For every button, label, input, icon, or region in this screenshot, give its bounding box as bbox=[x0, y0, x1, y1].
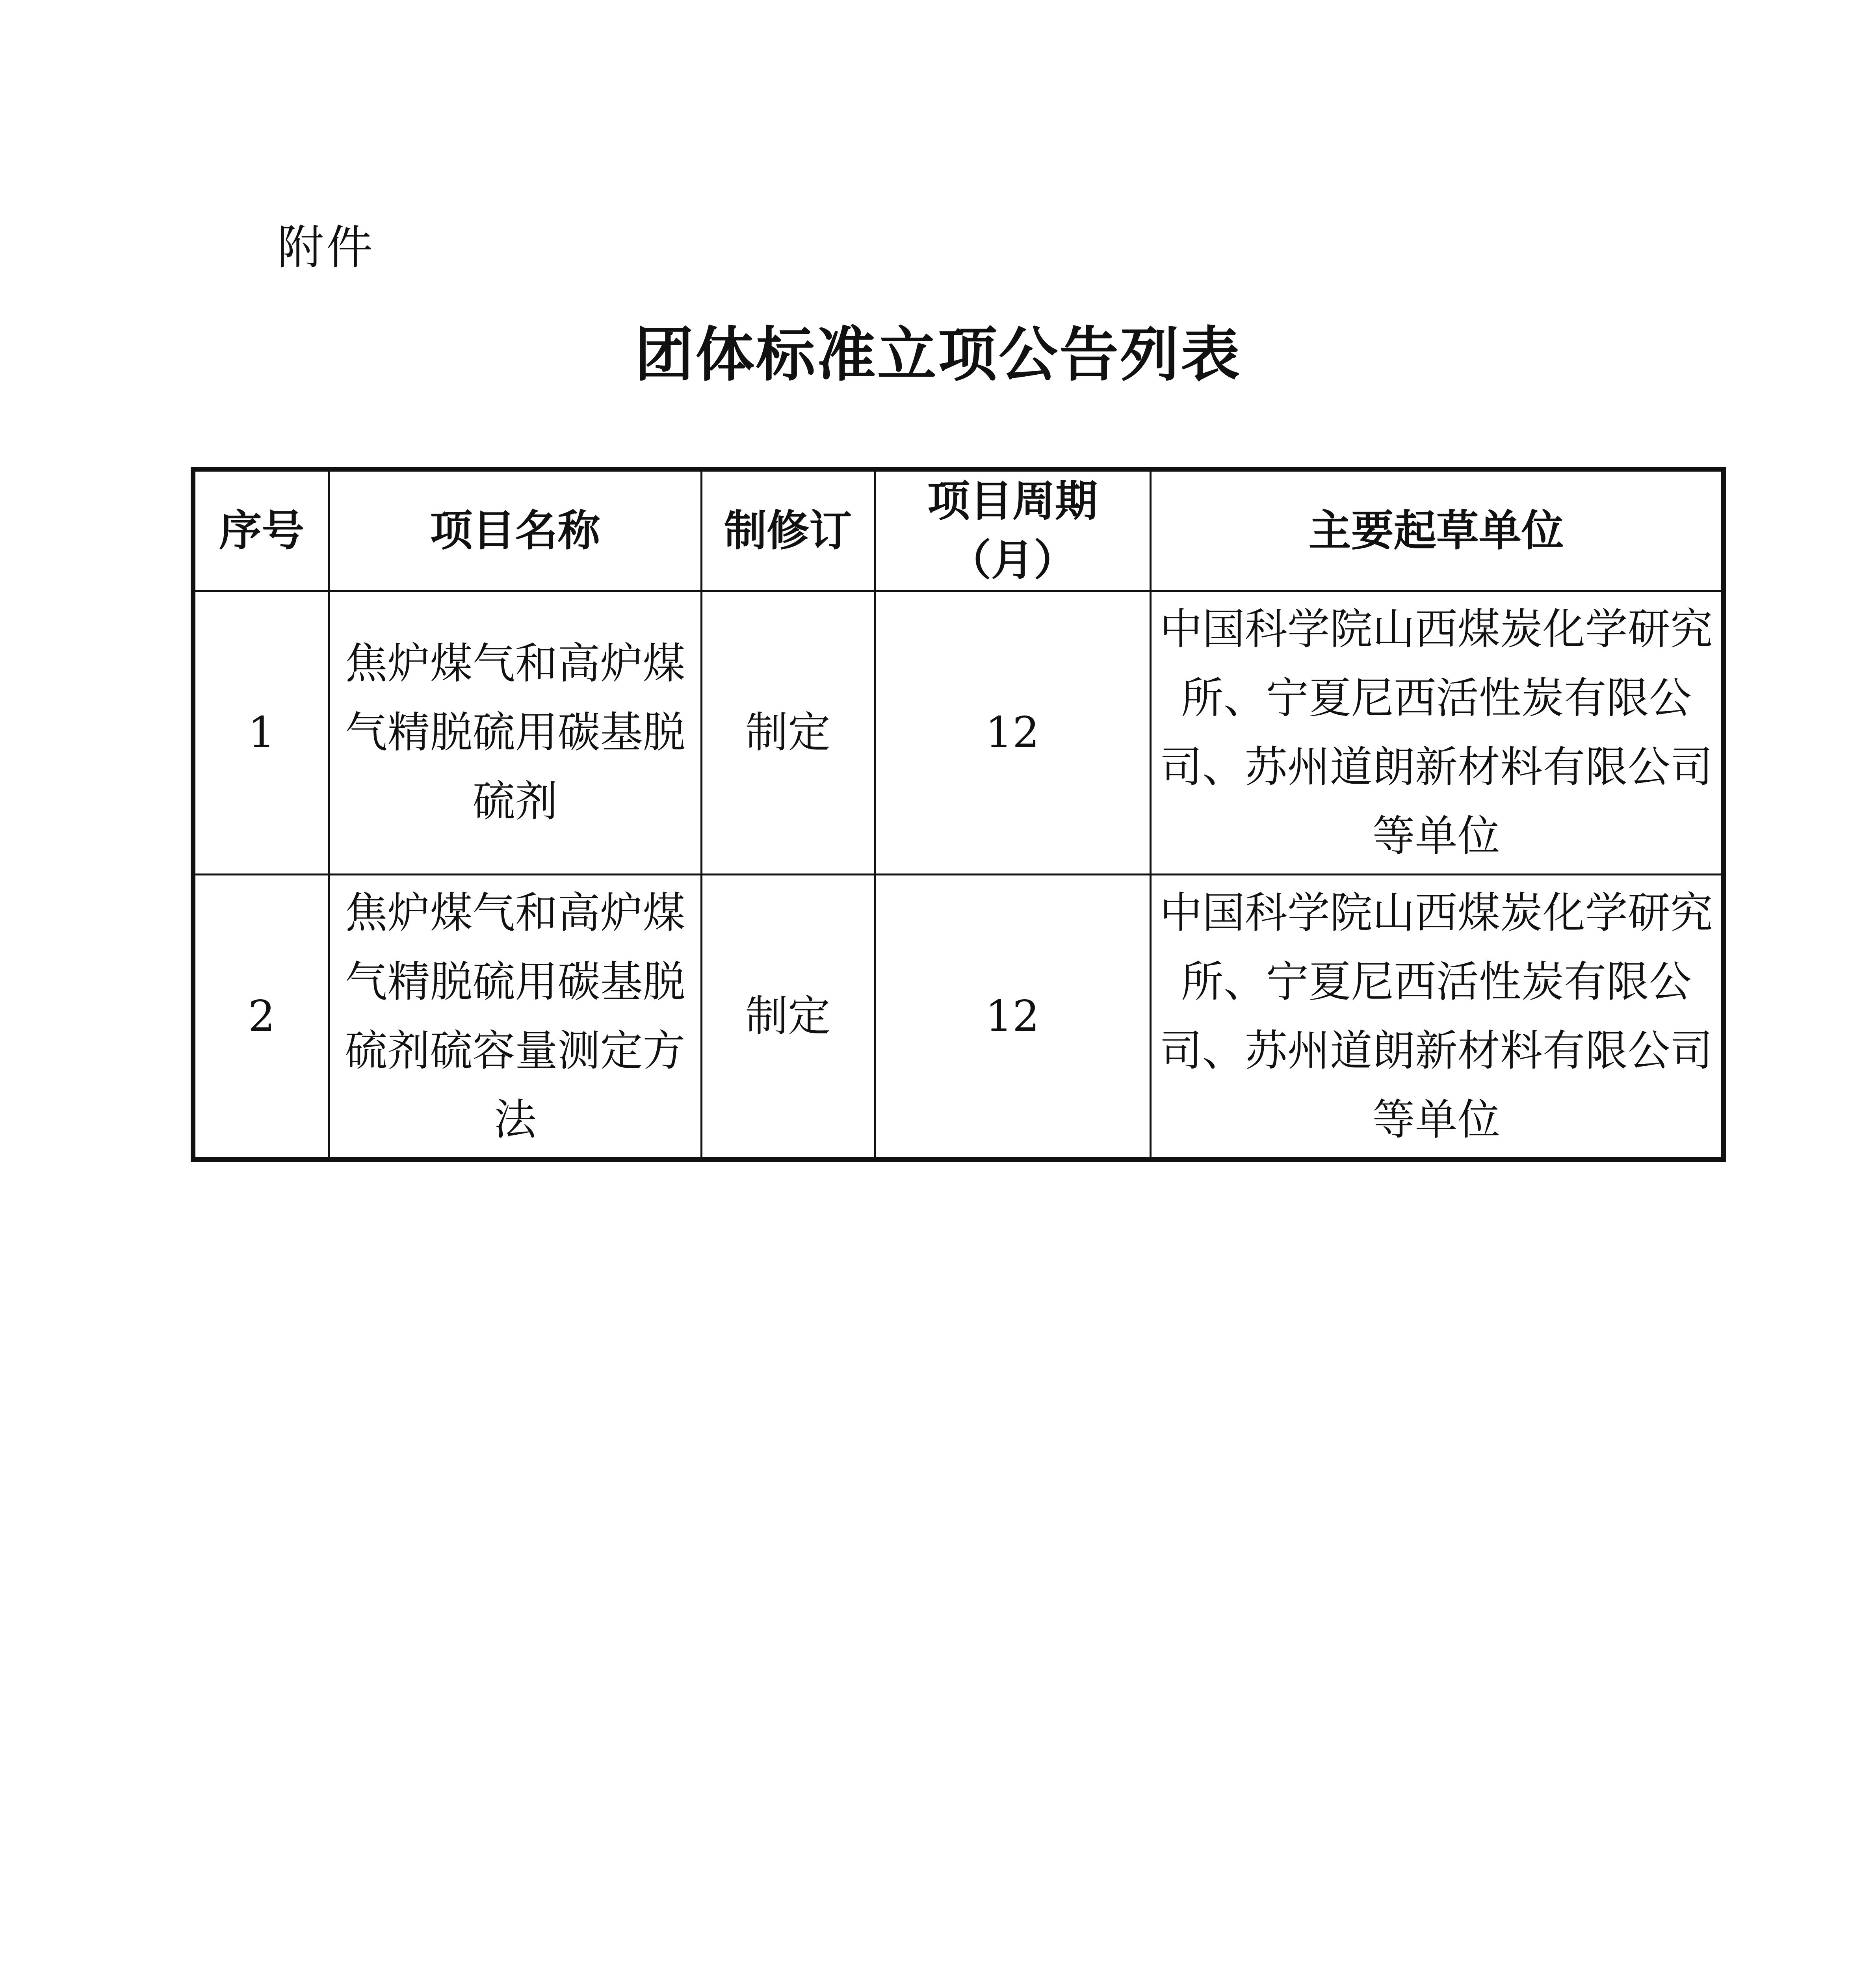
cell-index: 1 bbox=[193, 591, 329, 875]
header-period-line2: （月） bbox=[948, 535, 1076, 585]
table-row bbox=[193, 591, 1724, 875]
project-table bbox=[191, 467, 1726, 1162]
cell-revision: 制定 bbox=[701, 591, 875, 875]
cell-project-name: 焦炉煤气和高炉煤气精脱硫用碳基脱硫剂 bbox=[329, 591, 701, 875]
table-row bbox=[193, 875, 1724, 1160]
cell-drafting-unit: 中国科学院山西煤炭化学研究所、宁夏尼西活性炭有限公司、苏州道朗新材料有限公司等单位 bbox=[1150, 875, 1724, 1160]
cell-index: 2 bbox=[193, 875, 329, 1160]
header-index: 序号 bbox=[193, 469, 329, 591]
cell-project-name: 焦炉煤气和高炉煤气精脱硫用碳基脱硫剂硫容量测定方法 bbox=[329, 875, 701, 1160]
header-revision: 制修订 bbox=[701, 469, 875, 591]
header-period bbox=[875, 469, 1150, 591]
cell-revision: 制定 bbox=[701, 875, 875, 1160]
cell-period: 12 bbox=[875, 875, 1150, 1160]
header-period-line1: 项目周期 bbox=[927, 476, 1098, 526]
cell-period: 12 bbox=[875, 591, 1150, 875]
table-header-row bbox=[193, 469, 1724, 591]
cell-drafting-unit: 中国科学院山西煤炭化学研究所、宁夏尼西活性炭有限公司、苏州道朗新材料有限公司等单位 bbox=[1150, 591, 1724, 875]
attachment-label: 附件 bbox=[277, 220, 375, 275]
header-name: 项目名称 bbox=[329, 469, 701, 591]
page-title: 团体标准立项公告列表 bbox=[634, 320, 1241, 389]
header-unit: 主要起草单位 bbox=[1150, 469, 1724, 591]
